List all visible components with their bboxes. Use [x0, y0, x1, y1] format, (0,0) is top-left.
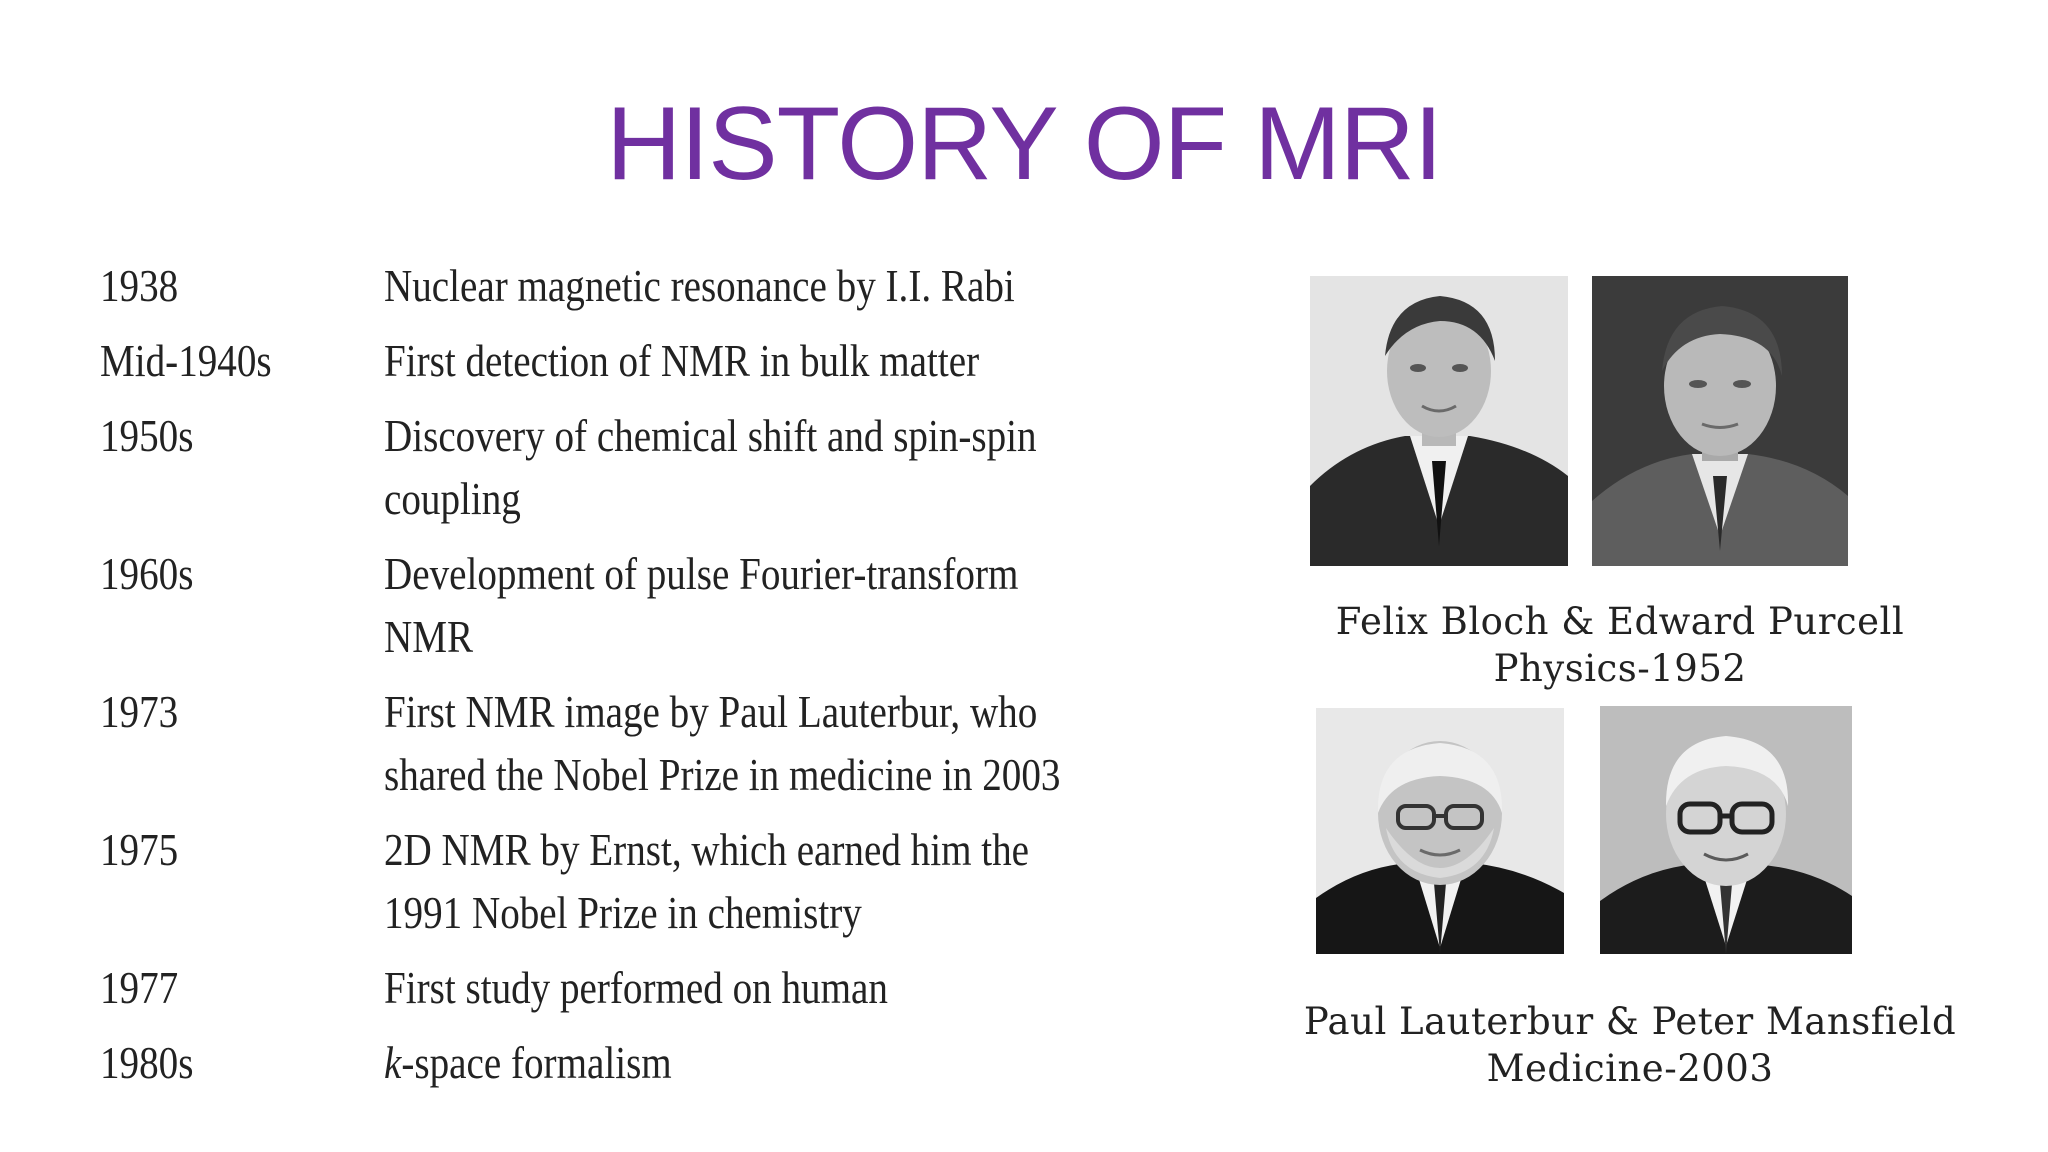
timeline-year: 1977 — [100, 962, 179, 1013]
timeline-year: 1975 — [100, 824, 179, 875]
timeline-event: Discovery of chemical shift and spin-spin coupling — [384, 410, 1037, 524]
timeline-list — [100, 254, 1220, 1106]
timeline-event: First detection of NMR in bulk matter — [384, 335, 980, 386]
timeline-row — [100, 680, 1220, 806]
timeline-event: First NMR image by Paul Lauterbur, who shared the Nobel Prize in medicine in 2003 — [384, 686, 1061, 800]
timeline-event: 2D NMR by Ernst, which earned him the 1991 Nobel Prize in chemistry — [384, 824, 1030, 938]
photo-caption-top-line2: Physics-1952 — [1493, 647, 1747, 690]
timeline-year: Mid-1940s — [100, 335, 272, 386]
timeline-event: Nuclear magnetic resonance by I.I. Rabi — [384, 260, 1015, 311]
photo-caption-bottom-line1: Paul Lauterbur & Peter Mansfield — [1303, 1000, 1957, 1043]
timeline-year: 1960s — [100, 548, 194, 599]
timeline-event: First study performed on human — [384, 962, 888, 1013]
timeline-row — [100, 404, 1220, 530]
nobel-photo-panel — [1260, 256, 1980, 1116]
timeline-year: 1973 — [100, 686, 179, 737]
photo-caption-top-line1: Felix Bloch & Edward Purcell — [1335, 600, 1905, 643]
timeline-year: 1950s — [100, 410, 194, 461]
timeline-year: 1938 — [100, 260, 179, 311]
timeline-year: 1980s — [100, 1037, 194, 1088]
timeline-event-rest: -space formalism — [401, 1037, 672, 1088]
portrait-photo — [1600, 706, 1852, 954]
portrait-photo — [1310, 276, 1568, 566]
slide-title: HISTORY OF MRI — [606, 86, 1442, 202]
portrait-photo — [1316, 708, 1564, 954]
timeline-row — [100, 1031, 1220, 1094]
timeline-row — [100, 956, 1220, 1019]
timeline-row — [100, 254, 1220, 317]
timeline-row — [100, 329, 1220, 392]
timeline-row — [100, 542, 1220, 668]
photo-caption-bottom-line2: Medicine-2003 — [1486, 1047, 1774, 1090]
timeline-event — [384, 1031, 1095, 1094]
timeline-event: Development of pulse Fourier-transform NMR — [384, 548, 1019, 662]
portrait-photo — [1592, 276, 1848, 566]
timeline-row — [100, 818, 1220, 944]
timeline-event-italic: k — [384, 1037, 402, 1088]
